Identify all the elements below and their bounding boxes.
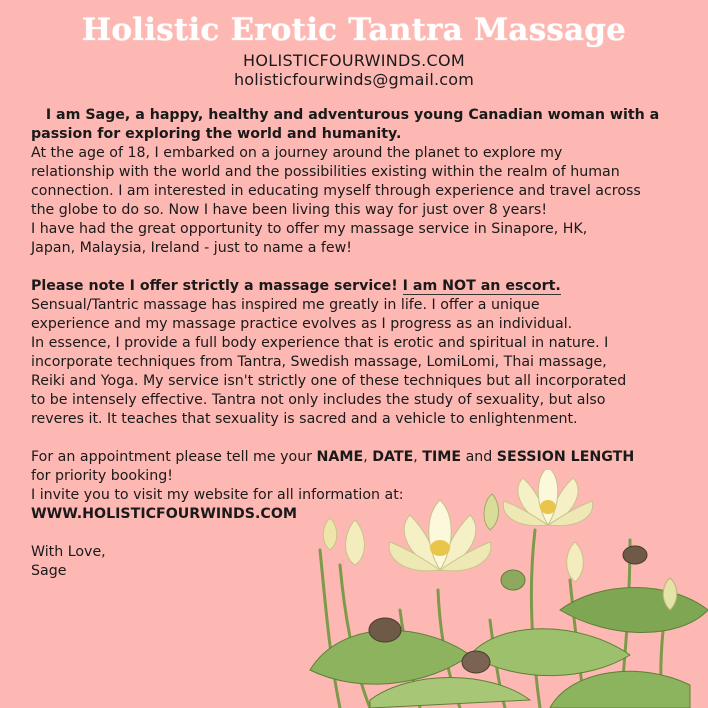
intro-line-8: Japan, Malaysia, Ireland - just to name a few!: [31, 240, 352, 256]
booking-line-3: I invite you to visit my website for all information at:: [31, 487, 404, 503]
notice-heading: Please note I offer strictly a massage service! I am NOT an escort.: [31, 278, 561, 294]
signoff-line-1: With Love,: [31, 544, 106, 560]
notice-line-5: incorporate techniques from Tantra, Swedish massage, LomiLomi, Thai massage,: [31, 354, 607, 370]
notice-line-2: Sensual/Tantric massage has inspired me greatly in life. I offer a unique: [31, 297, 540, 313]
notice-line-4: In essence, I provide a full body experience that is erotic and spiritual in nature. I: [31, 335, 609, 351]
booking-line-1: For an appointment please tell me your NAME, DATE, TIME and SESSION LENGTH: [31, 449, 635, 465]
signoff-line-2: Sage: [31, 563, 67, 579]
website-url: WWW.HOLISTICFOURWINDS.COM: [31, 506, 297, 522]
intro-line-7: I have had the great opportunity to offer my massage service in Sinapore, HK,: [31, 221, 588, 237]
intro-line-3: At the age of 18, I embarked on a journey around the planet to explore my: [31, 145, 563, 161]
notice-line-8: reveres it. It teaches that sexuality is sacred and a vehicle to enlightenment.: [31, 411, 578, 427]
email-text: holisticfourwinds@gmail.com: [233, 70, 475, 89]
lotus-flowers-illustration: [300, 470, 708, 708]
intro-line-1: I am Sage, a happy, healthy and adventurous young Canadian woman with a: [45, 107, 660, 123]
notice-line-6: Reiki and Yoga. My service isn't strictly one of these techniques but all incorporated: [31, 373, 627, 389]
notice-line-3: experience and my massage practice evolves as I progress as an individual.: [31, 316, 573, 332]
intro-line-5: connection. I am interested in educating myself through experience and travel across: [31, 183, 641, 199]
booking-line-2: for priority booking!: [31, 468, 173, 484]
intro-line-2: passion for exploring the world and humanity.: [31, 126, 402, 142]
intro-line-4: relationship with the world and the possibilities existing within the realm of human: [31, 164, 620, 180]
website-text: HOLISTICFOURWINDS.COM: [243, 51, 465, 70]
page-title: Holistic Erotic Tantra Massage: [81, 12, 627, 48]
intro-line-6: the globe to do so. Now I have been living this way for just over 8 years!: [31, 202, 548, 218]
escort-disclaimer: I am NOT an escort.: [402, 278, 561, 294]
notice-line-7: to be intensely effective. Tantra not only includes the study of sexuality, but also: [31, 392, 606, 408]
